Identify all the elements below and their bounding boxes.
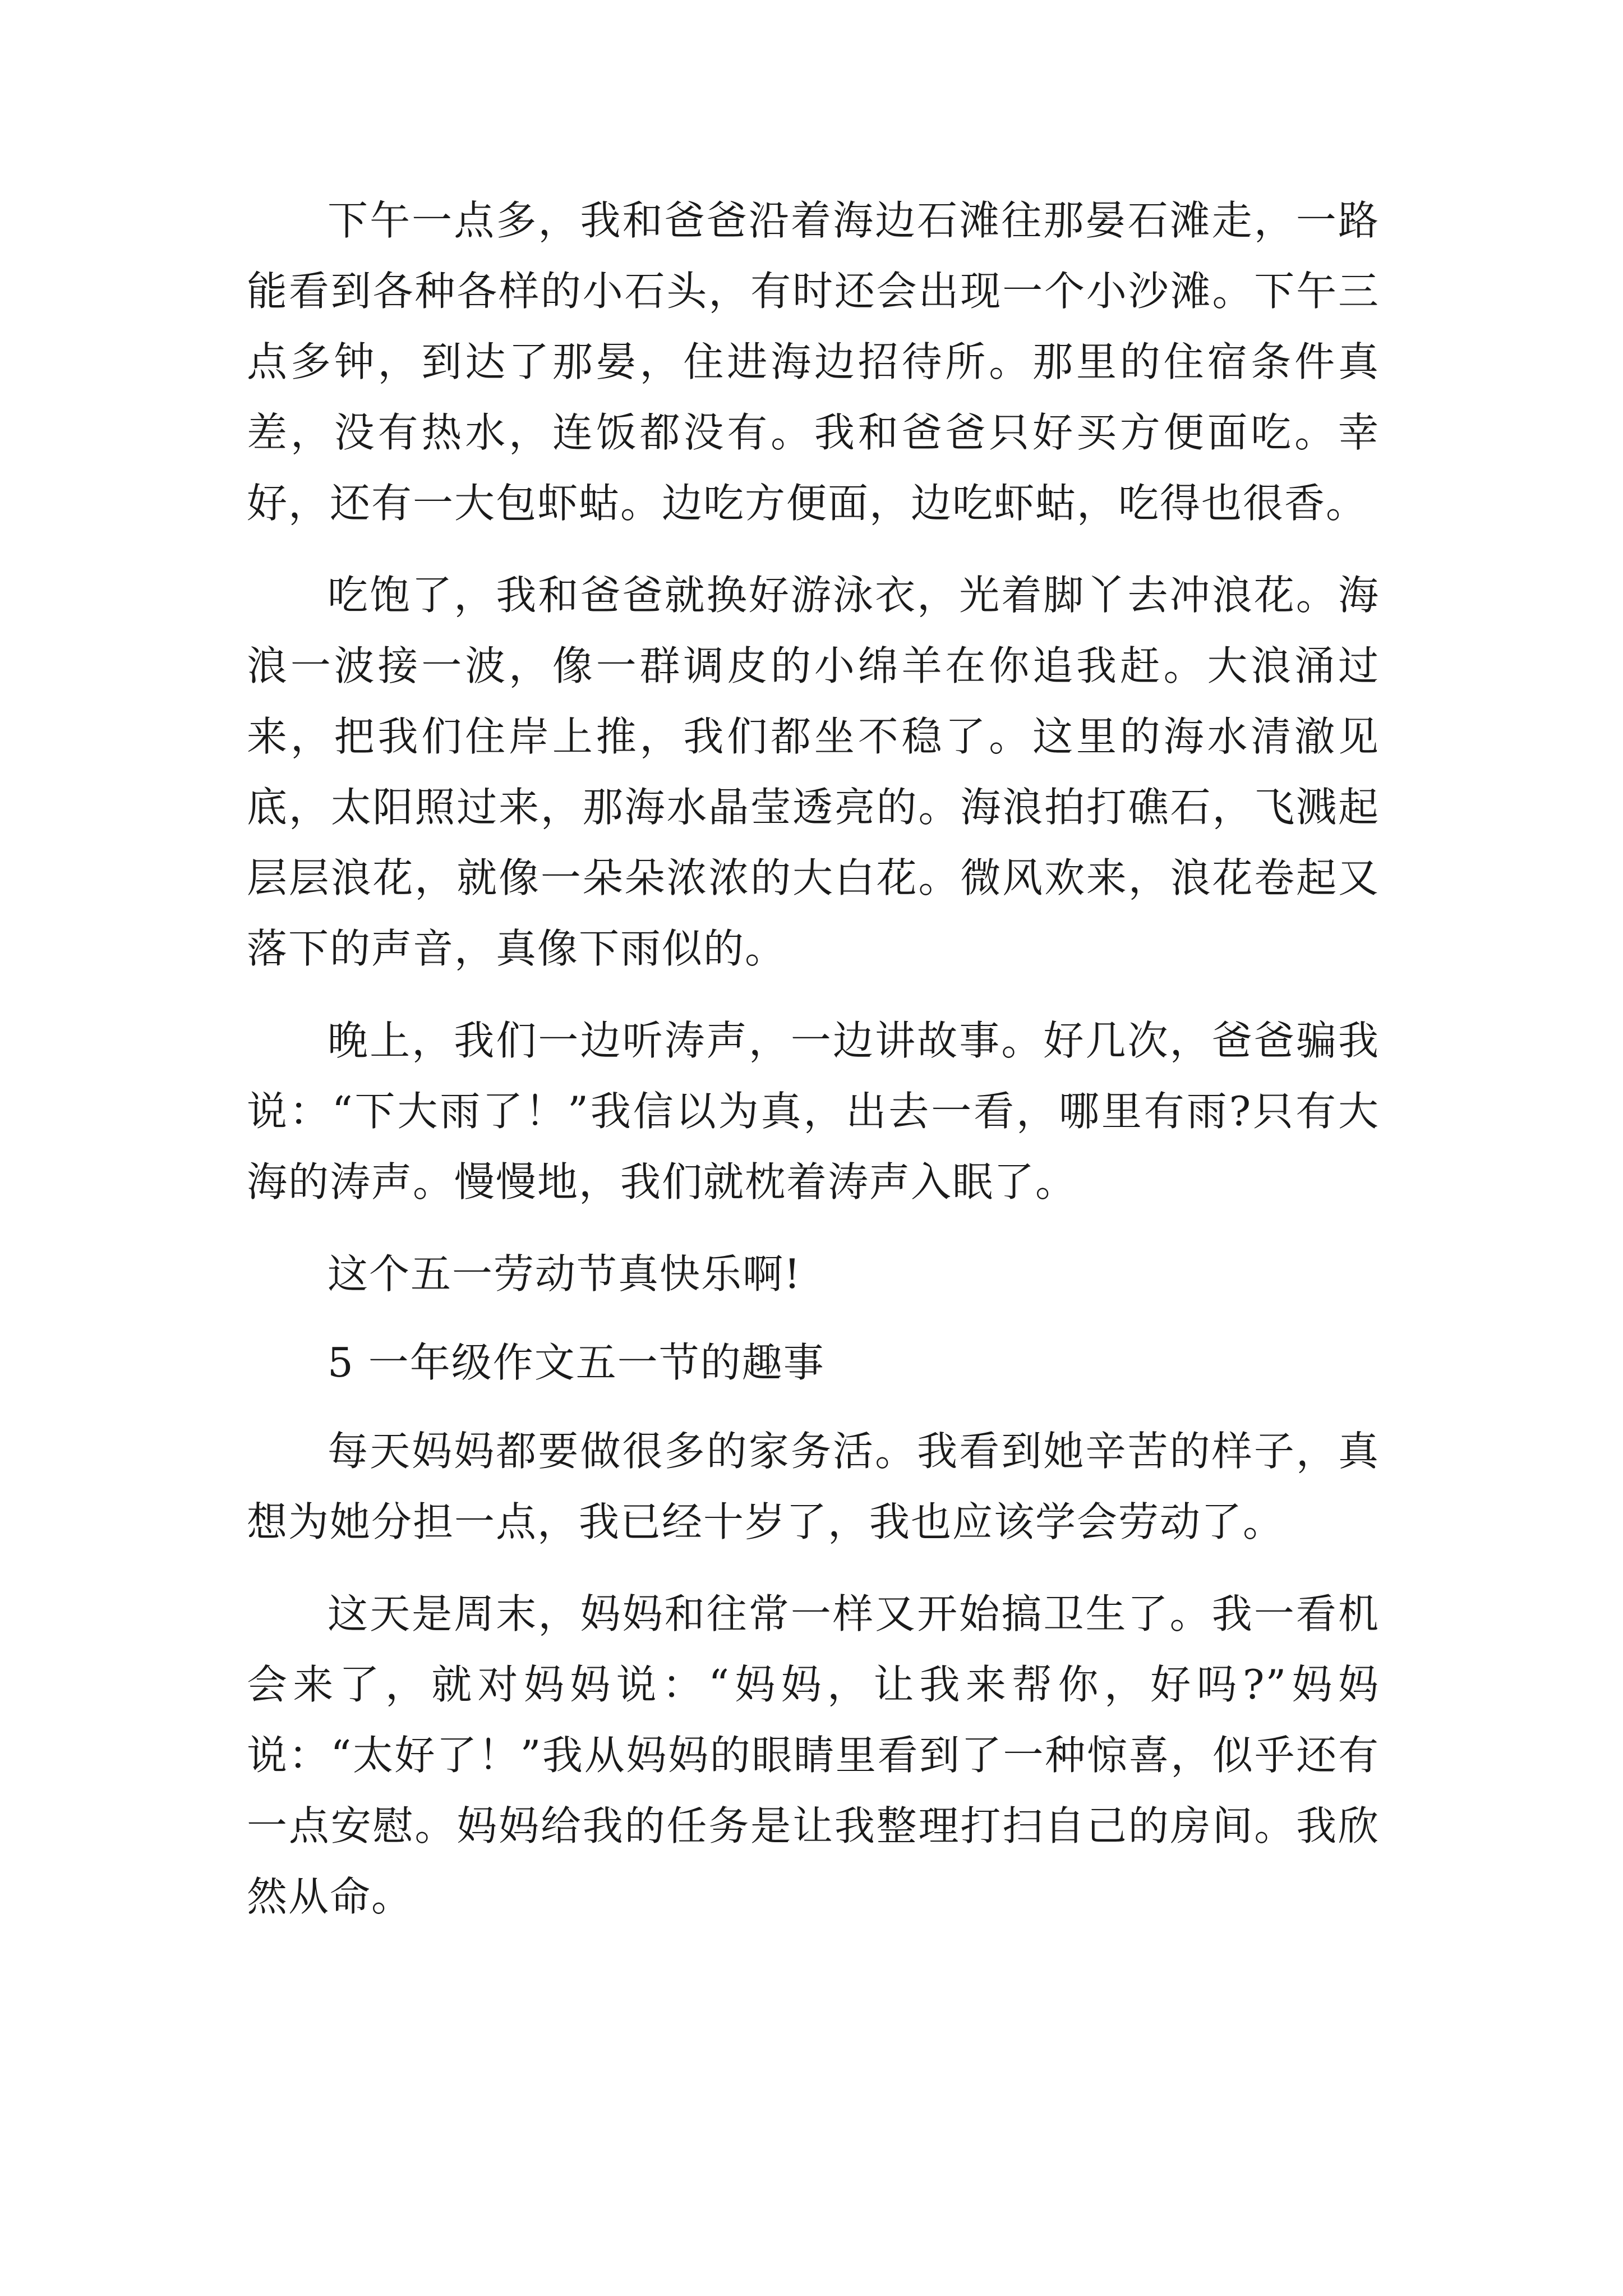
paragraph-afternoon-walk: 下午一点多，我和爸爸沿着海边石滩往那晏石滩走，一路能看到各种各样的小石头，有时还会出现一个小沙滩。下午三点多钟，到达了那晏，住进海边招待所。那里的住宿条件真差，没有热水，连饭都没有。我和爸爸只好买方便面吃。幸好，还有一大包虾蛄。边吃方便面，边吃虾蛄，吃得也很香。 <box>247 197 1380 527</box>
paragraph-weekend-cleaning: 这天是周末，妈妈和往常一样又开始搞卫生了。我一看机会来了，就对妈妈说：“妈妈，让我来帮你，好吗?”妈妈说：“太好了！”我从妈妈的眼睛里看到了一种惊喜，似乎还有一点安慰。妈妈给我的任务是让我整理打扫自己的房间。我欣然从命。 <box>247 1590 1380 1920</box>
paragraph-conclusion: 这个五一劳动节真快乐啊! <box>328 1250 801 1297</box>
paragraph-evening: 晚上，我们一边听涛声，一边讲故事。好几次，爸爸骗我说：“下大雨了！”我信以为真，出去一看，哪里有雨?只有大海的涛声。慢慢地，我们就枕着涛声入眠了。 <box>247 1017 1380 1205</box>
paragraph-housework-intro: 每天妈妈都要做很多的家务活。我看到她辛苦的样子，真想为她分担一点，我已经十岁了，我也应该学会劳动了。 <box>247 1428 1380 1545</box>
section-heading: 5 一年级作文五一节的趣事 <box>328 1339 825 1386</box>
paragraph-surfing: 吃饱了，我和爸爸就换好游泳衣，光着脚丫去冲浪花。海浪一波接一波，像一群调皮的小绵羊在你追我赶。大浪涌过来，把我们住岸上推，我们都坐不稳了。这里的海水清澈见底，太阳照过来，那海水晶莹透亮的。海浪拍打礁石，飞溅起层层浪花，就像一朵朵浓浓的大白花。微风欢来，浪花卷起又落下的声音，真像下雨似的。 <box>247 572 1380 972</box>
document-body <box>247 185 1380 1953</box>
